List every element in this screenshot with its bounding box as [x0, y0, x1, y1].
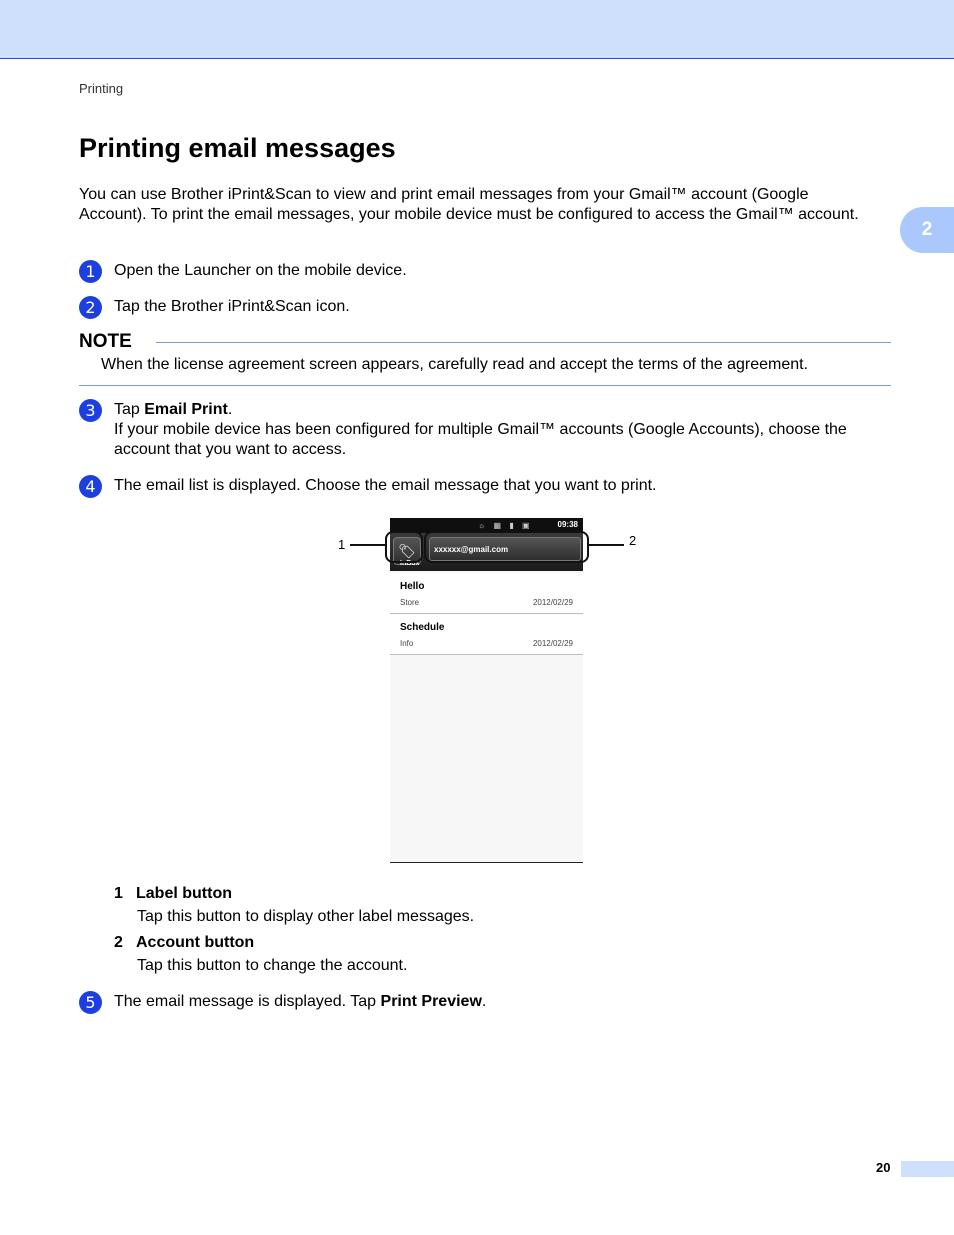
header-band — [0, 0, 954, 59]
callout-ring-1 — [385, 531, 423, 563]
step-3 — [79, 400, 899, 460]
note-divider-top — [156, 342, 891, 343]
status-icons: ☼ ▦ ▮ ▣ — [478, 521, 533, 530]
mail-sender: Store — [400, 598, 420, 607]
email-print-label: Email Print — [144, 401, 228, 418]
legend-item-2: 2 Account button — [114, 934, 255, 951]
tag-icon: 🏷 — [398, 543, 416, 559]
chapter-tab: 2 — [900, 207, 954, 253]
mail-date: 2012/02/29 — [532, 639, 573, 648]
mail-date: 2012/02/29 — [532, 598, 573, 607]
mail-sender: Info — [400, 639, 414, 648]
step-text: The email list is displayed. Choose the email message that you want to print. — [114, 477, 657, 494]
note-divider-bottom — [79, 385, 891, 386]
page-title: Printing email messages — [79, 133, 396, 163]
step-number-2: 2 — [79, 296, 102, 319]
legend-label: Label button — [136, 885, 232, 902]
step-5 — [79, 992, 894, 1012]
account-button[interactable]: xxxxxx@gmail.com — [429, 537, 581, 561]
list-item[interactable] — [390, 573, 583, 614]
step-text: The email message is displayed. Tap Print Preview. — [114, 993, 487, 1010]
callout-ring-2 — [424, 531, 589, 563]
note-text: When the license agreement screen appears, carefully read and accept the terms of the agreement. — [101, 356, 809, 373]
step-4 — [79, 476, 894, 496]
callout-line-1 — [350, 544, 385, 546]
step-text: Open the Launcher on the mobile device. — [114, 262, 407, 279]
step-number-4: 4 — [79, 475, 102, 498]
phone-screenshot — [390, 518, 583, 863]
folder-label: InBox — [400, 560, 420, 567]
callout-number-2: 2 — [629, 533, 637, 548]
step-text: Tap the Brother iPrint&Scan icon. — [114, 298, 350, 315]
mail-subject: Hello — [400, 581, 425, 592]
step-number-3: 3 — [79, 399, 102, 422]
list-item[interactable] — [390, 614, 583, 655]
step-number-5: 5 — [79, 991, 102, 1014]
legend-desc: Tap this button to display other label messages. — [137, 908, 475, 925]
status-time: 09:38 — [557, 520, 578, 529]
callout-number-1: 1 — [338, 537, 346, 552]
callout-line-2 — [587, 544, 624, 546]
mail-subject: Schedule — [400, 622, 445, 633]
intro-paragraph: You can use Brother iPrint&Scan to view and print email messages from your Gmail™ account (Google Account). To print the email messages, your mobile device must be configured to access the Gmail™ account. — [79, 186, 859, 223]
print-preview-label: Print Preview — [380, 993, 482, 1010]
step-detail: If your mobile device has been configured for multiple Gmail™ accounts (Google Accounts), choose the account that you want to access. — [114, 421, 847, 458]
legend-item-1: 1 Label button — [114, 885, 232, 902]
legend-label: Account button — [136, 934, 255, 951]
step-number-1: 1 — [79, 260, 102, 283]
legend-desc: Tap this button to change the account. — [137, 957, 408, 974]
breadcrumb: Printing — [79, 81, 124, 96]
step-text: Tap Email Print. — [114, 401, 233, 418]
note-title: NOTE — [79, 331, 132, 352]
page-number-bar — [901, 1161, 954, 1177]
step-2 — [79, 297, 894, 317]
page-number: 20 — [876, 1160, 891, 1175]
step-1 — [79, 261, 894, 281]
